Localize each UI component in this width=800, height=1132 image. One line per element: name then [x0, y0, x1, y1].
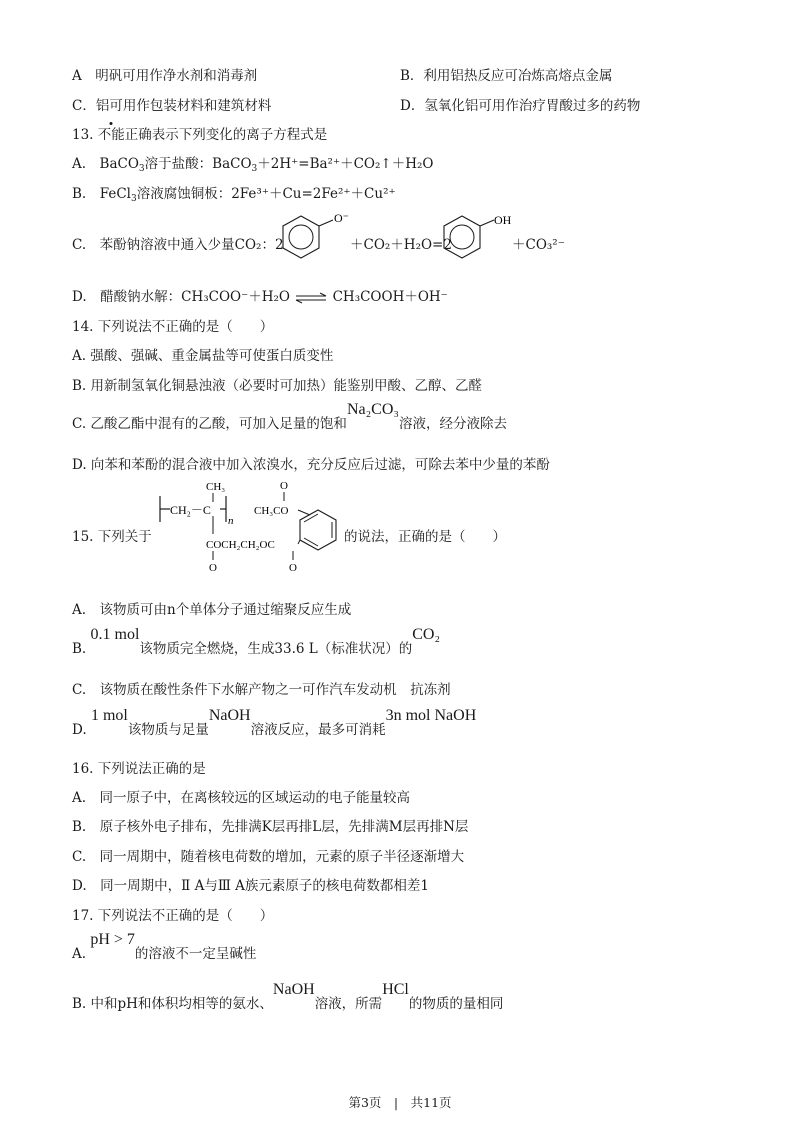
q16-option-d: D. 同一周期中，Ⅱ A与Ⅲ A族元素原子的核电荷数都相差1 — [72, 878, 429, 894]
methyl-label: CH₃ — [206, 481, 226, 493]
q17-stem: 17. 下列说法不正确的是（ ） — [72, 908, 274, 924]
q14-option-d: D. 向苯和苯酚的混合液中加入浓溴水，充分反应后过滤，可除去苯中少量的苯酚 — [72, 457, 550, 473]
q14-option-a: A. 强酸、强碱、重金属盐等可使蛋白质变性 — [72, 348, 334, 364]
q14-c-formula: Na₂CO₃ — [346, 401, 399, 418]
q15-b-co2: CO₂ — [412, 626, 441, 643]
q14-c-prefix: C. 乙酸乙酯中混有的乙酸，可加入足量的饱和 — [72, 416, 347, 432]
phenoxide-structure — [271, 208, 351, 268]
q12-option-a: A 明矾可用作净水剂和消毒剂 — [72, 68, 258, 84]
page-footer: 第3页 | 共11页 — [348, 1095, 452, 1110]
q15-option-b — [72, 626, 441, 658]
q16-stem: 16. 下列说法正确的是 — [72, 761, 206, 777]
q13-option-b: B. FeCl$_3$溶液腐蚀铜板：2Fe³⁺＋Cu=2Fe²⁺＋Cu²⁺ — [72, 186, 396, 204]
q13-d-prefix: D. 醋酸钠水解：CH₃COO⁻＋H₂O — [72, 289, 290, 305]
q15-option-c: C. 该物质在酸性条件下水解产物之一可作汽车发动机 抗冻剂 — [72, 682, 451, 698]
q15-b-text: 该物质完全燃烧，生成33.6 L（标准状况）的 — [139, 641, 413, 657]
q15-d-naoh: NaOH — [208, 707, 251, 724]
q12-option-c: C．铝可用作包装材料和建筑材料 — [72, 98, 272, 114]
q17-b-naoh: NaOH — [272, 981, 315, 998]
carbonyl-o-1: O — [209, 562, 217, 574]
acetyl-label: CH₃CO — [254, 505, 289, 517]
q17-a-prefix: A. — [72, 946, 87, 962]
equilibrium-arrow-icon — [294, 292, 328, 304]
q13-option-c — [72, 233, 284, 253]
q13-stem-rest: 正确表示下列变化的离子方程式是 — [124, 127, 328, 143]
q12-option-b: B．利用铝热反应可冶炼高熔点金属 — [400, 68, 613, 84]
phenol-structure — [432, 208, 512, 268]
carbonyl-o-3: O — [280, 480, 288, 492]
q13-option-a: A. BaCO$_3$溶于盐酸：BaCO$_3$＋2H⁺=Ba²⁺＋CO₂↑＋H₂O — [72, 156, 434, 174]
q16-option-a: A. 同一原子中，在离核较远的区域运动的电子能量较高 — [72, 790, 411, 806]
q15-option-d — [72, 707, 477, 739]
q13-b-equation: 溶液腐蚀铜板：2Fe³⁺＋Cu=2Fe²⁺＋Cu²⁺ — [136, 186, 396, 202]
q13-d-suffix: CH₃COOH＋OH⁻ — [332, 289, 448, 305]
q15-d-text2: 溶液反应，最多可消耗 — [250, 722, 386, 738]
q13-b-prefix: B. FeCl — [72, 186, 131, 202]
q15-d-text1: 该物质与足量 — [127, 722, 209, 738]
phenol-label: OH — [494, 213, 512, 227]
q15-stem-prefix: 15. 下列关于 — [72, 529, 152, 545]
q13-option-d — [72, 285, 448, 305]
q12-option-d: D．氢氧化铝可用作治疗胃酸过多的药物 — [400, 98, 641, 114]
q15-b-amount: 0.1 mol — [90, 626, 140, 643]
ester-chain-label: COCH₂CH₂OC — [206, 539, 275, 551]
q14-option-b: B. 用新制氢氧化铜悬浊液（必要时可加热）能鉴别甲酸、乙醇、乙醛 — [72, 378, 483, 394]
q14-option-c — [72, 401, 507, 433]
q13-c-mid: ＋CO₂＋H₂O=2 — [350, 237, 452, 253]
q13-number: 13. — [72, 127, 98, 143]
q15-b-prefix: B. — [72, 641, 87, 657]
q15-d-prefix: D. — [72, 722, 87, 738]
q15-stem-suffix: 的说法，正确的是（ ） — [344, 529, 506, 545]
q13-a-equation: ＋2H⁺=Ba²⁺＋CO₂↑＋H₂O — [257, 156, 434, 172]
q16-option-c: C. 同一周期中，随着核电荷数的增加，元素的原子半径逐渐增大 — [72, 849, 465, 865]
polymer-repeat-label: n — [228, 515, 234, 527]
q13-emphasis: 不能 — [97, 127, 125, 143]
q15-option-a: A. 该物质可由n个单体分子通过缩聚反应生成 — [72, 602, 352, 618]
q17-option-b — [72, 981, 504, 1013]
q13-a-mid: 溶于盐酸：BaCO — [144, 156, 252, 172]
q13-stem — [72, 123, 327, 143]
q13-c-prefix: C. 苯酚钠溶液中通入少量CO₂：2 — [72, 237, 284, 253]
q17-a-ph: pH > 7 — [90, 931, 135, 948]
q17-b-text: 溶液，所需 — [314, 996, 383, 1012]
q13-a-prefix: A. BaCO — [72, 156, 139, 172]
q15-d-amount: 1 mol — [90, 707, 128, 724]
polymer-chain-label: CH₂－C — [170, 503, 211, 517]
q17-option-a — [72, 931, 257, 963]
q17-b-hcl: HCl — [382, 981, 409, 998]
q13-c-end: ＋CO₃²⁻ — [512, 237, 565, 253]
q16-option-b: B. 原子核外电子排布，先排满K层再排L层，先排满M层再排N层 — [72, 819, 469, 835]
q17-a-text: 的溶液不一定呈碱性 — [134, 946, 257, 962]
q17-b-suffix: 的物质的量相同 — [408, 996, 504, 1012]
q17-b-prefix: B. 中和pH和体积均相等的氨水、 — [72, 996, 273, 1012]
q14-stem: 14. 下列说法不正确的是（ ） — [72, 319, 274, 335]
q14-c-suffix: 溶液，经分液除去 — [398, 416, 507, 432]
polymer-structure — [150, 478, 350, 576]
phenoxide-label: O⁻ — [334, 211, 349, 225]
carbonyl-o-2: O — [289, 562, 297, 574]
q15-d-max: 3n mol NaOH — [385, 707, 477, 724]
